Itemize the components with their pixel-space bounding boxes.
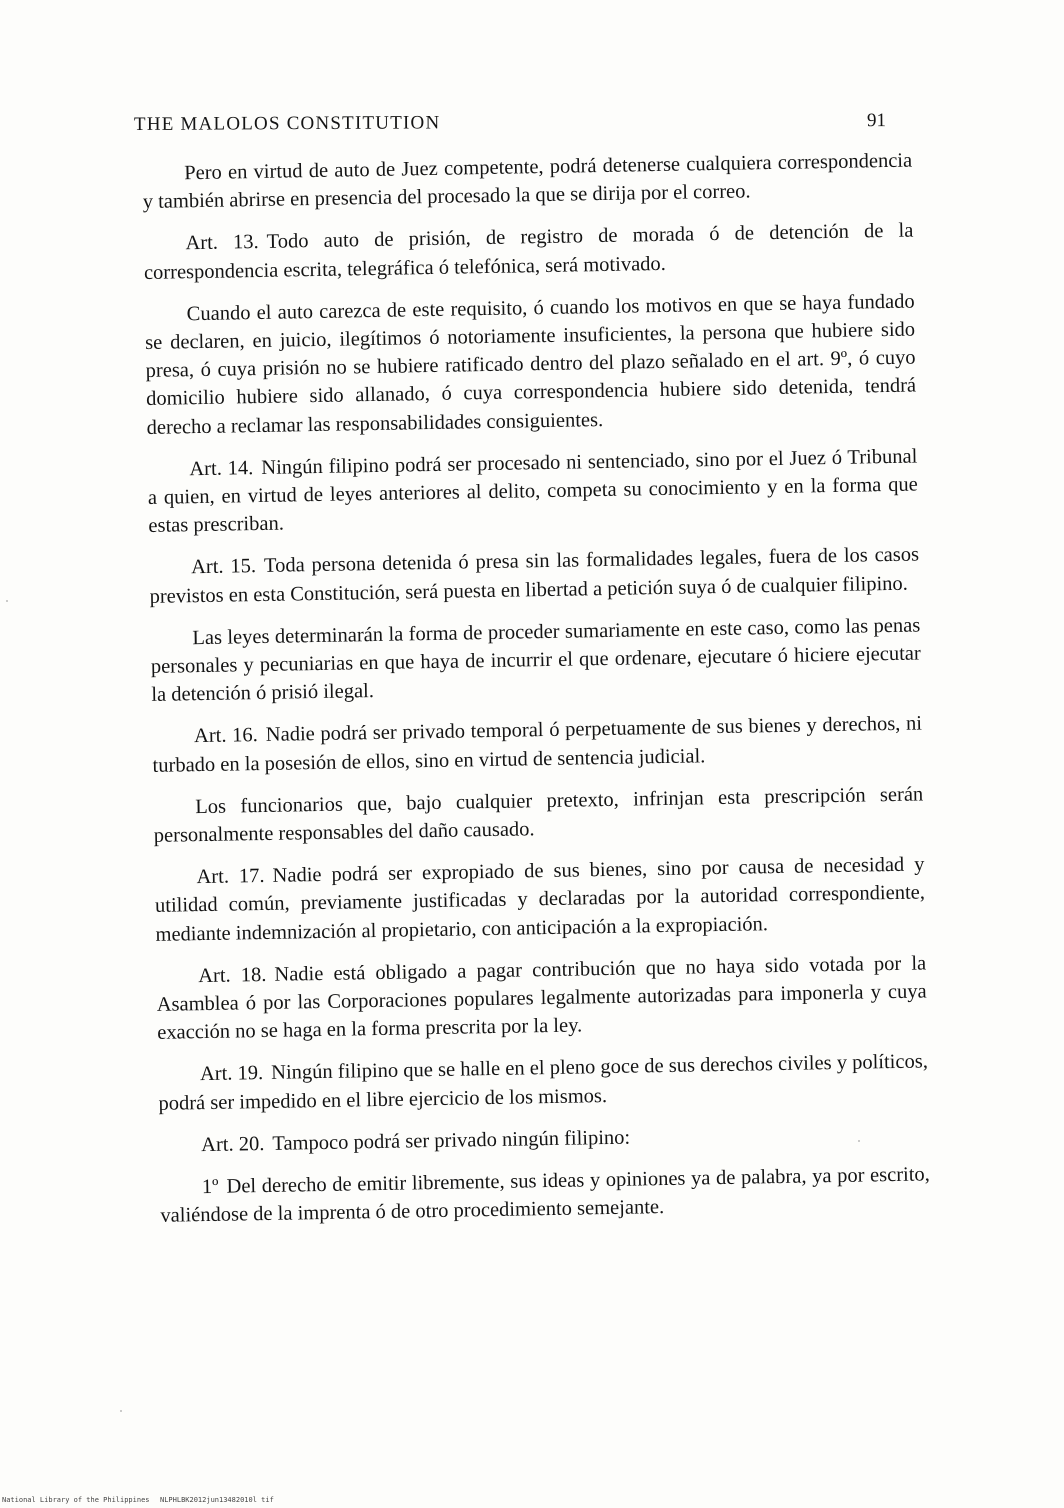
paragraph-text: Nadie podrá ser expropiado de sus bienes, sino por causa de necesidad y utilidad común, previamente justificadas y declaradas por la autoridad correspondiente, mediante indemnización al propietario, con anticipación a la expropiación. <box>154 853 926 946</box>
paragraph-text: Toda persona detenida ó presa sin las formalidades legales, fuera de los casos previstos en esta Constitución, será puesta en libertad a petición suya ó de cualquier filipino. <box>149 543 920 608</box>
paragraph-text: Las leyes determinarán la forma de proceder sumariamente en este caso, como las penas personales y pecuniarias en que haya de incurrir el que ordenare, ejecutare ó hiciere ejecutar la detención ó prisió ilegal. <box>150 614 921 707</box>
paragraph <box>150 611 921 709</box>
scan-speck <box>858 1140 860 1142</box>
paragraph-text: Ningún filipino que se halle en el pleno goce de sus derechos civiles y políticos, podrá ser impedido en el libre ejercicio de los mismos. <box>158 1050 929 1115</box>
paragraph <box>156 949 927 1047</box>
paragraph <box>142 147 913 217</box>
paragraph-text: Cuando el auto carezca de este requisito, ó cuando los motivos en que se haya fundado se declaren, en juicio, ilegítimos ó notoriamente insuficientes, la persona que hubiere sido presa, ó cuya prisión no se hubiere ratificado dentro del plazo señalado en el art. 9º, ó cuyo domicilio hubiere sido allanado, ó cuya correspondencia hubiere sido detenida, tendrá derecho a reclamar las responsabilidades consiguientes. <box>145 290 917 439</box>
footer-source: National Library of the Philippines <box>2 1496 150 1504</box>
paragraph <box>159 1118 929 1160</box>
paragraph-text: Los funcionarios que, bajo cualquier pretexto, infrinjan esta prescripción serán personalmente responsables del daño causado. <box>153 783 924 847</box>
paragraph-text: Tampoco podrá ser privado ningún filipino: <box>272 1126 631 1155</box>
paragraph <box>152 710 923 780</box>
paragraph <box>153 780 924 850</box>
paragraph-text: Del derecho de emitir libremente, sus ideas y opiniones ya de palabra, ya por escrito, valiéndose de la imprenta ó de otro procedimiento semejante. <box>160 1163 931 1228</box>
paragraph-text: Todo auto de prisión, de registro de morada ó de detención de la correspondencia escrita, telegráfica ó telefónica, será motivado. <box>143 219 914 284</box>
running-title: THE MALOLOS CONSTITUTION <box>133 112 441 135</box>
scan-speck <box>6 600 8 602</box>
running-head <box>134 110 886 140</box>
scan-footer <box>0 1496 1064 1506</box>
paragraph <box>143 217 914 287</box>
page-number: 91 <box>866 110 887 132</box>
paragraph <box>160 1161 931 1231</box>
paragraph <box>147 442 918 540</box>
body-text <box>142 147 931 1245</box>
article-label: Art. 13. <box>185 231 259 255</box>
paragraph <box>149 541 920 611</box>
paragraph <box>144 287 916 441</box>
paragraph-text: Nadie podrá ser privado temporal ó perpetuamente de sus bienes y derechos, ni turbado en la posesión de ellos, sino en virtud de sentencia judicial. <box>152 712 923 777</box>
paragraph-text: Nadie está obligado a pagar contribución que no haya sido votada por la Asamblea ó por las Corporaciones populares legalmente autorizadas para imponerla y cuya exacción no se haga en la forma prescrita por la ley. <box>156 952 927 1045</box>
paragraph-text: Ningún filipino podrá ser procesado ni sentenciado, sino por el Juez ó Tribunal a quien, en virtud de leyes anteriores al delito, competa su conocimiento y en la forma que estas prescriban. <box>147 445 918 538</box>
footer-file-id: NLPHLBK2012jun13482010l tif <box>160 1496 274 1504</box>
article-label: 1º <box>201 1175 219 1199</box>
paragraph <box>154 851 925 949</box>
article-label: Art. 20. <box>201 1132 265 1157</box>
article-label: Art. 15. <box>190 555 257 579</box>
paragraph <box>158 1048 929 1118</box>
article-label: Art. 18. <box>198 963 267 988</box>
paragraph-text: Pero en virtud de auto de Juez competente, podrá detenerse cualquiera correspondencia y también abrirse en presencia del procesado la que se dirija por el correo. <box>142 149 913 214</box>
article-label: Art. 19. <box>199 1062 264 1086</box>
article-label: Art. 16. <box>193 724 259 748</box>
scan-speck <box>120 1410 122 1412</box>
article-label: Art. 14. <box>189 456 254 481</box>
article-label: Art. 17. <box>196 865 265 889</box>
